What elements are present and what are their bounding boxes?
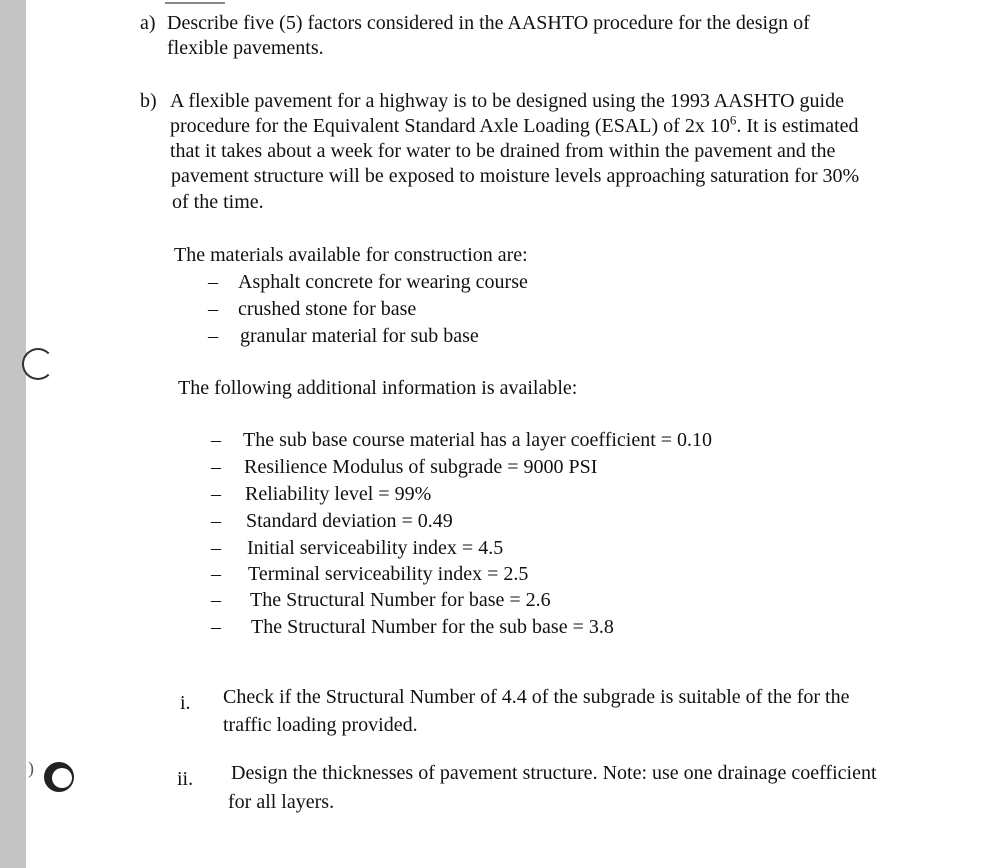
punch-hole-icon [44,762,74,792]
subquestion-ii-label: ii. [177,768,194,790]
info-item: Resilience Modulus of subgrade = 9000 PSI [244,456,598,478]
question-b-line-4: pavement structure will be exposed to moisture levels approaching saturation for 30% [171,165,860,187]
bullet-dash: – [211,563,221,585]
cut-off-text-fragment [165,0,225,4]
subquestion-ii-line-1: Design the thicknesses of pavement structure. Note: use one drainage coefficient [231,762,877,784]
additional-heading: The following additional information is available: [178,377,578,399]
info-item: Terminal serviceability index = 2.5 [248,563,529,585]
bullet-dash: – [208,325,218,347]
question-a-label: a) [140,12,156,34]
bullet-dash: – [211,537,221,559]
scan-margin-bar [0,0,26,868]
info-item: The Structural Number for the sub base = 3.8 [251,616,614,638]
info-item: Reliability level = 99% [245,483,432,505]
bullet-dash: – [208,271,218,293]
bullet-dash: – [211,429,221,451]
question-b-line-2: procedure for the Equivalent Standard Axle Loading (ESAL) of 2x $10^6$. It is estimated [170,112,859,137]
question-b-line-1: A flexible pavement for a highway is to be designed using the 1993 AASHTO guide [170,90,844,112]
bullet-dash: – [211,616,221,638]
bullet-dash: – [211,483,221,505]
subquestion-ii-line-2: for all layers. [228,791,335,813]
subquestion-i-line-1: Check if the Structural Number of 4.4 of the subgrade is suitable of the for the [223,686,850,708]
question-b-line-3: that it takes about a week for water to be drained from within the pavement and the [170,140,836,162]
subquestion-i-label: i. [180,692,191,714]
info-item: Initial serviceability index = 4.5 [247,537,504,559]
material-item: granular material for sub base [240,325,479,347]
info-item: Standard deviation = 0.49 [246,510,453,532]
question-a-line-2: flexible pavements. [167,37,324,59]
margin-mark: ) [28,758,34,778]
bullet-dash: – [208,298,218,320]
material-item: Asphalt concrete for wearing course [238,271,528,293]
punch-hole-icon [22,348,54,380]
bullet-dash: – [211,510,221,532]
bullet-dash: – [211,456,221,478]
question-b-line-5: of the time. [172,191,264,213]
info-item: The Structural Number for base = 2.6 [250,589,551,611]
question-a-line-1: Describe five (5) factors considered in the AASHTO procedure for the design of [167,12,810,34]
info-item: The sub base course material has a layer coefficient = 0.10 [243,429,713,451]
bullet-dash: – [211,589,221,611]
subquestion-i-line-2: traffic loading provided. [223,714,418,736]
exponent: 6 [729,112,737,128]
material-item: crushed stone for base [238,298,417,320]
materials-heading: The materials available for construction are: [174,244,528,266]
question-b-label: b) [140,90,157,112]
